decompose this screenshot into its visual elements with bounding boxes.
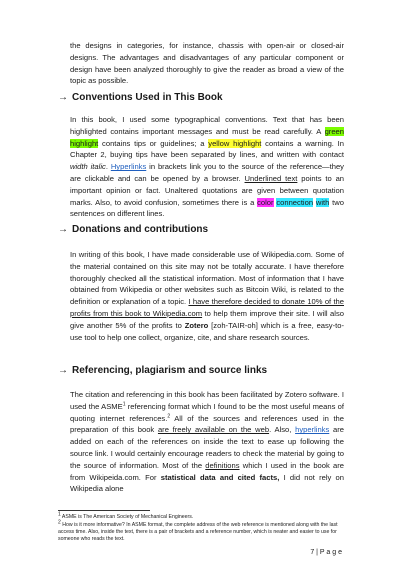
freely-available-underlined: are freely available on the web [157,425,270,435]
conventions-paragraph: In this book, I used some typographical conventions. Text that has been highlighted contains important messages and must be read carefully. A green highlight contains tips or guidelines; a yellow highlight contains a warning. In Chapter 2, buying tips have been separated by lines, and written with contact width italic. Hyperlinks in brackets link you to the source of the reference—they are clickable and can be opened by a browser. Underlined text points to an important opinion or fact. Unaltered quotations are given between quotation marks. Also, to avoid confusion, sometimes there is a color connection with two sentences on different lines. [70,115,345,219]
intro-paragraph: the designs in categories, for instance, chassis with open-air or closed-air designs. The advantages and disadvantages of any particular component or design have been analyzed thoroughly to give the reader as broad a view of the topic as possible. [70,41,344,86]
donations-paragraph: In writing of this book, I have made considerable use of Wikipedia.com. Some of the material contained on this site may not be totally accurate. I have therefore thoroughly checked all the statistical information. Most of information that I have obtained from Wikipedia or other websites such as Bitcoin Wiki, is related to the definition or explanation of a topic. I have therefore decided to donate 10% of the profits from this book to Wikipedia.com to help them improve their site. I will also give another 5% of the profits to Zotero [zoh-TAIR-oh] which is a free, easy-to-use tool to help one collect, organize, cite, and share research sources. [70,250,344,342]
page-number: 7 | P a g e [310,549,342,556]
with-highlight-sample: with [315,197,330,207]
hyperlinks-link[interactable]: Hyperlinks [110,162,147,172]
underlined-text-sample: Underlined text [244,173,298,183]
referencing-paragraph: The citation and referencing in this book has been facilitated by Zotero software. I used the ASME$^1$ referencing format which I found to be the most useful means of quoting internet references.$^2$ All of the sources and references used in the preparation of this book are freely available on the web. Also, hyperlinks are added on each of the references on inside the text to ease up following the source link. I would certainly encourage readers to check the material by going to the source of information. Most of the definitions which I used in the book are from Wikipeida.com. For statistical data and cited facts, I did not rely on Wikipedia alone [70,390,345,494]
footnote-ref-2[interactable]: 2 [167,413,171,420]
zotero-bold-text: Zotero [184,320,209,330]
arrow-right-icon: → [58,365,68,376]
definitions-underlined: definitions [205,460,240,470]
footnote-ref-1[interactable]: 1 [122,401,126,408]
connection-highlight-sample: connection [276,197,314,207]
donation-underlined-text: I have therefore decided to donate 10% of the profits from this book to Wikipedia.com [70,297,344,318]
statistical-data-bold: statistical data and cited facts, [160,472,280,482]
arrow-right-icon: → [58,224,68,235]
footnote-1: $^1$ ASME is The American Society of Mechanical Engineers. [58,511,194,520]
section-heading-referencing: → Referencing, plagiarism and source links [58,365,268,376]
footnote-2: $^2$ How is it more informative? In ASME format, the complete address of the web reference is mentioned along with the last access time. Also, inside the text, there is a pair of brackets and a reference number, which is neater and easier to use for someone who reads the text. [58,519,338,542]
section-heading-donations: → Donations and contributions [58,224,209,235]
italic-sample: width italic [70,162,106,172]
footnote-separator [58,510,150,511]
green-highlight-sample: green highlight [70,126,344,148]
color-highlight-sample: color [257,197,274,207]
section-heading-conventions: → Conventions Used in This Book [58,92,223,103]
arrow-right-icon: → [58,92,68,103]
hyperlinks-link[interactable]: hyperlinks [295,425,330,435]
yellow-highlight-sample: yellow highlight [208,138,262,148]
